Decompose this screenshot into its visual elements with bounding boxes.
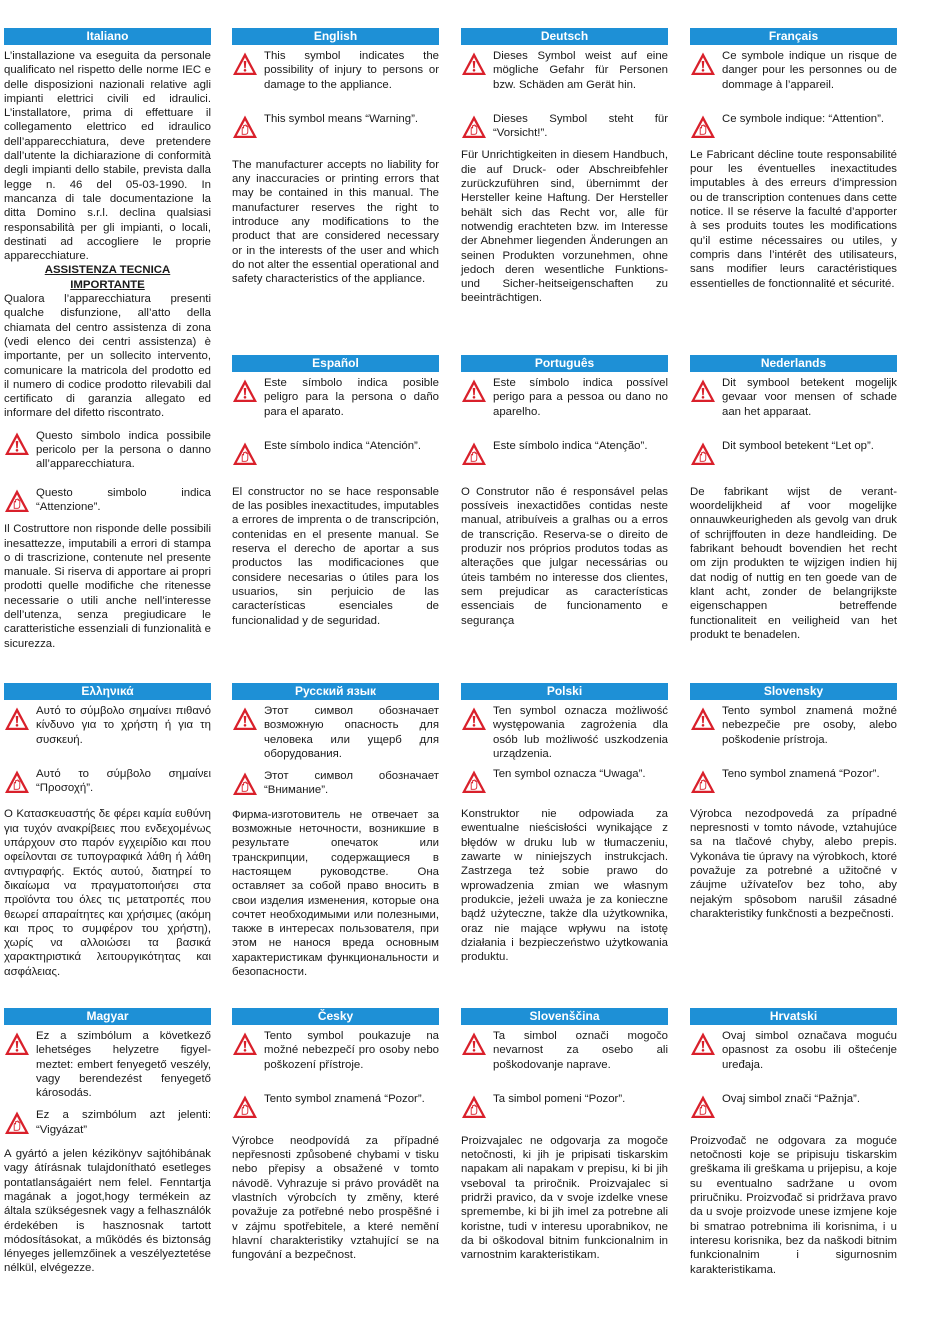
warning-exclamation-icon <box>232 378 258 404</box>
section-header: Slovenščina <box>461 1008 668 1025</box>
section-portugues <box>461 355 668 628</box>
disclaimer-paragraph: Le Fabricant décline toute responsabilité pour les éventuelles inexactitudes imputables à des erreurs d’impression ou de transcription contenues dans cette notice. Il se réserve la faculté d’apporter à ses produits toutes les modifications qu’il estime nécessaires ou utiles, y compris dans l’intérêt des utilisateurs, sans modifier leurs caractéristiques essentielles de fonctionnalité et sécurité. <box>690 148 897 290</box>
disclaimer-paragraph: O Construtor não é responsável pelas possíveis inexactidões contidas neste manual, atribuíveis a gralhas ou a erros de transcrição. Reserva-se o direito de produzir nos próprios produtos todas as alterações que julgar necessárias ou úteis também no interesse dos clientes, sem prejudicar as características essenciais de funcionamento e segurança <box>461 485 668 627</box>
important-title: ASSISTENZA TECNICA <box>44 264 171 277</box>
danger-notice <box>232 1029 439 1072</box>
section-polski <box>461 683 668 964</box>
warning-hand-icon <box>461 114 487 140</box>
warning-hand-icon <box>690 769 716 795</box>
warning-exclamation-icon <box>690 378 716 404</box>
section-header: Česky <box>232 1008 439 1025</box>
disclaimer-paragraph: Výrobca nezodpovedá za prípadné nepresnosti v tomto návode, vztahujúce sa na tlačové chyby, alebo prepis. Vykonáva tie úpravy na výrobkoch, ktoré považuje za potrebné a užitočné v záujme užívateľov bez toho, aby nejakým spôsobom narušil zásadné charakteristiky funkčnosti a bezpečnosti. <box>690 807 897 920</box>
attention-text: Ce symbole indique: “Attention”. <box>722 112 885 125</box>
danger-text: Questo simbolo indica possibile pericolo per la persona o danno all’apparecchiatura. <box>36 429 211 471</box>
attention-notice <box>4 486 211 515</box>
section-header: Slovensky <box>690 683 897 700</box>
danger-text: Este símbolo indica posible peligro para la persona o daño para el aparato. <box>264 377 439 418</box>
warning-exclamation-icon <box>690 1031 716 1057</box>
attention-notice <box>461 767 668 795</box>
danger-notice <box>4 1029 211 1100</box>
danger-text: Αυτό το σύμβολο σημαίνει πιθανό κίνδυνο για το χρήστη ή για τη συσκευή. <box>36 705 211 746</box>
danger-text: Ta simbol označi mogočo nevarnost za osebo ali poškodovanje naprave. <box>493 1030 668 1071</box>
danger-notice <box>232 704 439 761</box>
section-header: Italiano <box>4 28 211 45</box>
warning-exclamation-icon <box>461 378 487 404</box>
attention-notice <box>232 1092 439 1120</box>
danger-text: Этот символ обозначает возможную опасность для человека или ущерб для оборудования. <box>264 705 439 760</box>
attention-notice <box>461 1092 668 1120</box>
section-header: Nederlands <box>690 355 897 372</box>
danger-notice <box>461 1029 668 1072</box>
disclaimer-paragraph: Proizvajalec ne odgovarja za mogoče netočnosti, ki jih je pripisati tiskarskim napakam ali napakam v prepisu, ki bi jih vseboval ta priročnik. Proizvajalec si pridrži pravico, da v svoje izdelke vnese spremembe, ki bi jih imel za potrebne ali koristne, tudi v interesu uporabnikov, ne da bi oškodoval bitnim funkcionalnim in varnostnim karakteristikam. <box>461 1134 668 1262</box>
attention-text: Este símbolo indica “Atenção”. <box>493 439 648 452</box>
danger-notice <box>4 704 211 747</box>
section-header: Français <box>690 28 897 45</box>
danger-text: Este símbolo indica possível perigo para a pessoa ou dano no aparelho. <box>493 377 668 418</box>
section-header: Magyar <box>4 1008 211 1025</box>
danger-notice <box>232 49 439 92</box>
warning-hand-icon <box>232 771 258 797</box>
attention-text: Этот символ обозначает “Внимание”. <box>264 770 439 797</box>
disclaimer-paragraph: Konstruktor nie odpowiada za ewentualne nieścisłości wynikające z błędów w druku lub w tłumaczeniu, zawarte w niniejszych instrukcjach. Zastrzega też sobie prawo do wprowadzenia zmian we własnym produkcie, jeżeli uważa je za konieczne bądź użyteczne, także dla użytkownika, oraz nie mające wpływu na istotę działania i bezpieczeństwo użytkowania produktu. <box>461 808 668 964</box>
attention-text: Ovaj simbol znači “Pažnja”. <box>722 1092 861 1105</box>
warning-exclamation-icon <box>4 706 30 732</box>
danger-notice <box>461 376 668 419</box>
section-english <box>232 28 439 287</box>
disclaimer-paragraph: Výrobce neodpovídá za případné nepřesnosti způsobené chybami v tisku nebo přepisy a obsažené v tomto návodě. Vyhrazuje si právo provádět na vlastních výrobcích ty změny, které považuje za potřebné nebo prospěšné i v zájmu spotřebitele, a které nemění hlavní charakteristiky vztahující se na fungování a bezpečnost. <box>232 1134 439 1262</box>
attention-text: Questo simbolo indica “Attenzione”. <box>36 486 211 513</box>
danger-notice <box>232 376 439 419</box>
danger-text: Ez a szimbólum a következő lehetséges helyzetre figyel-meztet: embert fenyegető veszély, vagy berendezést fenyegető károsodás. <box>36 1030 211 1100</box>
danger-notice <box>690 704 897 747</box>
warning-hand-icon <box>232 114 258 140</box>
disclaimer-paragraph: A gyártó a jelen kézikönyv sajtóhibának vagy átírásnak tulajdonítható esetleges pontatlanságaiért nem felel. Fenntartja magának a jogot,hogy termékein az általa szükségesnek vagy a felhasználók érdekében is hasznosnak tartott módosításokat, a működés és biztonság lényeges jellemzőinek a veszélyeztetése nélkül, elvégezze. <box>4 1148 211 1275</box>
warning-hand-icon <box>4 1110 30 1136</box>
section-deutsch <box>461 28 668 306</box>
attention-text: Ez a szimbólum azt jelenti: “Vigyázat” <box>36 1109 211 1136</box>
warning-hand-icon <box>4 769 30 795</box>
attention-text: Teno symbol znamená “Pozor”. <box>722 767 880 780</box>
attention-notice <box>690 439 897 467</box>
warning-exclamation-icon <box>4 431 30 457</box>
section-francais <box>690 28 897 291</box>
danger-text: Ce symbole indique un risque de danger pour les personnes ou de dommage à l’appareil. <box>722 50 897 91</box>
disclaimer-paragraph: The manufacturer accepts no liability for any inaccuracies or printing errors that may be contained in this manual. The manufacturer reserves the right to introduce any modifications to the product that are considered necessary or in the interests of the user and which do not alter the essential operational and safety characteristics of the appliance. <box>232 158 439 286</box>
section-hrvatski <box>690 1008 897 1277</box>
section-header: Русский язык <box>232 683 439 700</box>
attention-notice <box>232 112 439 140</box>
section-slovensky <box>690 683 897 921</box>
warning-exclamation-icon <box>461 1031 487 1057</box>
danger-notice <box>690 376 897 419</box>
section-italiano <box>4 28 211 651</box>
danger-notice <box>690 49 897 92</box>
disclaimer-paragraph: Фирма-изготовитель не отвечает за возможные неточности, возникшие в результате опечаток или транскрипции, содержащиеся в настоящем руководстве. Она оставляет за собой право вносить в свои изделия изменения, которые она сочтет необходимыми или полезными, также в интересах пользователя, при этом не нанося вреда основным характеристикам функциональности и безопасности. <box>232 808 439 979</box>
danger-text: This symbol indicates the possibility of injury to persons or damage to the appliance. <box>264 50 439 91</box>
warning-exclamation-icon <box>4 1031 30 1057</box>
danger-text: Dieses Symbol weist auf eine mögliche Gefahr für Personen bzw. Schäden am Gerät hin. <box>493 50 668 91</box>
section-header: Deutsch <box>461 28 668 45</box>
section-russkiy <box>232 683 439 979</box>
disclaimer-paragraph: El constructor no se hace responsable de las posibles inexactitudes, imputables a errores de imprenta o de transcripción, contenidas en el presente manual. Se reserva el derecho de aportar a sus productos las modificaciones que considere necesarias o útiles para los usuarios, sin perjuicio de las características esenciales de funcionalidad y de seguridad. <box>232 485 439 627</box>
section-header: Português <box>461 355 668 372</box>
warning-hand-icon <box>690 1094 716 1120</box>
warning-hand-icon <box>690 441 716 467</box>
danger-notice <box>4 429 211 472</box>
section-ellinika <box>4 683 211 979</box>
warning-exclamation-icon <box>461 51 487 77</box>
attention-text: Ten symbol oznacza “Uwaga”. <box>493 768 646 781</box>
danger-text: Ovaj simbol označava moguću opasnost za osobu ili oštećenje uređaja. <box>722 1030 897 1071</box>
attention-notice <box>4 767 211 796</box>
intro-paragraph: L’installazione va eseguita da personale qualificato nel rispetto delle norme IEC e delle disposizioni nazionali relative agli impianti elettrici civili ed idraulici. L’installatore, prima di effettuare il collegamento elettrico ed idraulico dell’apparecchiatura, deve pretendere dall’utente la dichiarazione di conformità degli impianti dello stabile, prevista dalla legge n. 46 del 05-03-1990. In mancanza di tale documentazione la ditta Domino s.r.l. declina qualsiasi responsabilità per gli impianti, o locali, destinati ad accogliere le proprie apparecchiature. <box>4 50 211 263</box>
warning-hand-icon <box>461 441 487 467</box>
warning-exclamation-icon <box>461 706 487 732</box>
disclaimer-paragraph: De fabrikant wijst de verant-woordelijkheid af voor mogelijke onnauwkeurigheden als gevolg van druk of schrijffouten in deze handleiding. De fabrikant behoudt bovendien het recht om zijn produkten te wijzigen indien hij dat nodig of nuttig en ten goede van de klant acht, zonder de belangrijkste eigenschappen betreffende functionaliteit en veiligheid van het produkt te benadelen. <box>690 485 897 641</box>
section-nederlands <box>690 355 897 642</box>
attention-notice <box>4 1108 211 1137</box>
attention-text: Tento symbol znamená “Pozor”. <box>264 1092 425 1105</box>
danger-text: Tento symbol poukazuje na možné nebezpečí pro osoby nebo poškození přístroje. <box>264 1030 439 1071</box>
warning-exclamation-icon <box>232 51 258 77</box>
disclaimer-paragraph: Proizvođač ne odgovara za moguće netočnosti koje se pripisuju tiskarskim greškama ili greškama u prijepisu, a koje su eventualno sadržane u ovom priručniku. Proizvođač si pridržava pravo da u svoje proizvode unese izmjene koje bi smatrao potrebnima ili korisnima, i u interesu korisnika, bez da naškodi bitnim funkcionalnim i sigurnosnim karakteristikama. <box>690 1134 897 1276</box>
attention-text: Ta simbol pomeni “Pozor”. <box>493 1092 626 1105</box>
section-header: Hrvatski <box>690 1008 897 1025</box>
attention-text: Este símbolo indica “Atención”. <box>264 439 422 452</box>
attention-text: Dit symbool betekent “Let op”. <box>722 439 874 452</box>
disclaimer-paragraph: Für Unrichtigkeiten in diesem Handbuch, die auf Druck- oder Abschreibfehler zurückzuführen sind, übernimmt der Hersteller keine Haftung. Der Hersteller behält sich das Recht vor, alle für notwendig erachteten bzw. im Interesse der Abnehmer liegenden Änderungen an seinen Produkten vorzunehmen, ohne jedoch deren wesentliche Funktions- und Sicher-heitseigenschaften zu beeinträchtigen. <box>461 149 668 305</box>
important-title: IMPORTANTE <box>70 278 145 291</box>
attention-notice <box>232 769 439 798</box>
section-header: Ελληνικά <box>4 683 211 700</box>
disclaimer-paragraph: Ο Κατασκευαστής δε φέρει καμία ευθύνη για τυχόν ανακρίβειες που ενδεχομένως υπάρχουν στο παρόν εγχειρίδιο και που οφείλονται σε τυπογραφικά λάθη ή λάθη αντιγραφής. Εκτός αυτού, διατηρεί το δικαίωμα να πραγματοποιήσει στα προϊόντα του όλες τις μετατροπές που θεωρεί απαραίτητες και χρήσιμες (ακόμη και προς το συμφέρον του χρήστη), χωρίς να αλλοιώσει τα βασικά χαρακτηριστικά λειτουργικότητας και ασφάλειας. <box>4 808 211 978</box>
section-slovenscina <box>461 1008 668 1263</box>
attention-text: Αυτό το σύμβολο σημαίνει “Προσοχή”. <box>36 767 211 795</box>
attention-notice <box>461 439 668 467</box>
danger-notice <box>461 704 668 761</box>
danger-text: Dit symbool betekent mogelijk gevaar voor mensen of schade aan het apparaat. <box>722 377 897 418</box>
danger-notice <box>461 49 668 92</box>
section-header: English <box>232 28 439 45</box>
attention-text: This symbol means “Warning”. <box>264 112 419 125</box>
warning-hand-icon <box>690 114 716 140</box>
danger-text: Ten symbol oznacza możliwość występowania zagrożenia dla osób lub możliwość uszkodzenia urządzenia. <box>493 705 668 760</box>
warning-hand-icon <box>4 488 30 514</box>
warning-hand-icon <box>461 769 487 795</box>
attention-text: Dieses Symbol steht für “Vorsicht!”. <box>493 112 668 140</box>
warning-exclamation-icon <box>232 1031 258 1057</box>
danger-notice <box>690 1029 897 1072</box>
warning-exclamation-icon <box>690 706 716 732</box>
disclaimer-paragraph: Il Costruttore non risponde delle possibili inesattezze, imputabili a errori di stampa o di trascrizione, contenute nel presente manuale. Si riserva di apportare ai propri prodotti quelle modifiche che ritenesse necessarie o utili anche nell’interesse dell’utenza, senza pregiudicare le caratteristiche essenziali di funzionalità e sicurezza. <box>4 523 211 650</box>
section-espanol <box>232 355 439 628</box>
attention-notice <box>461 112 668 141</box>
attention-notice <box>690 767 897 795</box>
section-magyar <box>4 1008 211 1276</box>
warning-exclamation-icon <box>690 51 716 77</box>
assistance-paragraph: Qualora l’apparecchiatura presenti qualche disfunzione, all’atto della chiamata del centro assistenza di zona (vedi elenco dei centri assistenza) è importante, per un sollecito intervento, comunicare la matricola del prodotto ed il numero di codice prodotto rilevabili dal certificato di garanzia allegato ed informare del difetto riscontrato. <box>4 293 211 420</box>
attention-notice <box>232 439 439 467</box>
danger-text: Tento symbol znamená možné nebezpečie pre osoby, alebo poškodenie prístroja. <box>722 705 897 746</box>
attention-notice <box>690 112 897 140</box>
section-header: Polski <box>461 683 668 700</box>
section-cesky <box>232 1008 439 1263</box>
warning-exclamation-icon <box>232 706 258 732</box>
section-header: Español <box>232 355 439 372</box>
attention-notice <box>690 1092 897 1120</box>
warning-hand-icon <box>461 1094 487 1120</box>
warning-hand-icon <box>232 441 258 467</box>
warning-hand-icon <box>232 1094 258 1120</box>
